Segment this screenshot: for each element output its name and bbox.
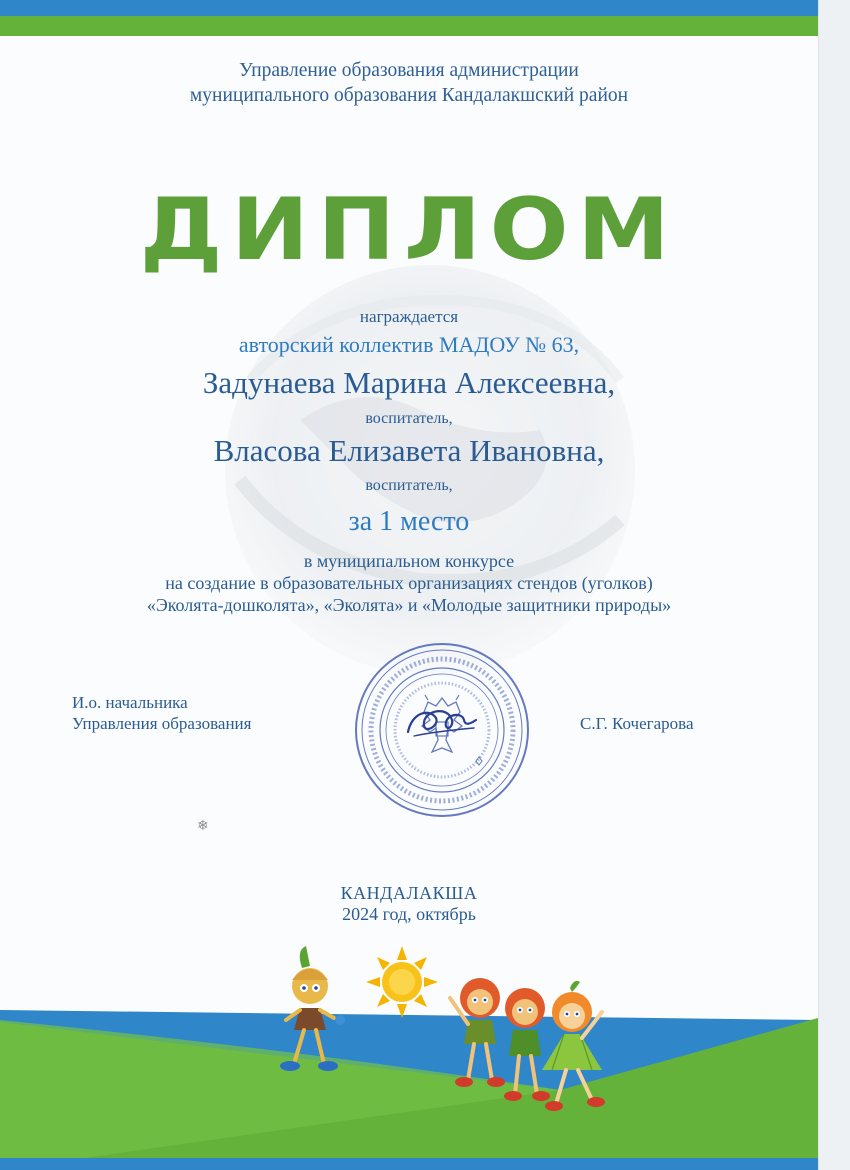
contest-line-3: «Эколята-дошколята», «Эколята» и «Молодые защитники природы» [146, 595, 672, 615]
diploma-title: ДИПЛОМ [139, 180, 679, 280]
signatory-position-line-1: И.о. начальника [72, 693, 188, 712]
issuer-header [0, 58, 818, 108]
award-place: за 1 место [348, 506, 470, 537]
issuer-line-1: Управление образования администрации [239, 60, 579, 81]
awardee-name-1: Задунаева Марина Алексеевна, [202, 365, 616, 400]
awardee-role-1: воспитатель, [365, 410, 453, 427]
awarded-collective: авторский коллектив МАДОУ № 63, [238, 332, 580, 357]
contest-line-2: на создание в образовательных организациях стендов (уголков) [165, 573, 653, 593]
snowflake-icon: ❄ [197, 819, 209, 834]
signatory-position-line-2: Управления образования [72, 714, 252, 733]
awardee-name-2: Власова Елизавета Ивановна, [213, 433, 605, 468]
landscape-illustration [0, 940, 818, 1170]
sun-icon [366, 946, 438, 1018]
footer-date: 2024 год, октябрь [342, 904, 476, 924]
awarded-intro: награждается [359, 307, 459, 326]
footer-city: КАНДАЛАКША [340, 883, 478, 903]
official-seal-icon [352, 640, 532, 820]
contest-line-1: в муниципальном конкурсе [303, 551, 515, 571]
issuer-line-2: муниципального образования Кандалакшский район [189, 85, 629, 106]
scan-margin [818, 0, 850, 1170]
awardee-role-2: воспитатель, [365, 477, 453, 494]
signature-icon [408, 711, 476, 736]
contest-description [0, 550, 818, 616]
signatory-position [72, 692, 251, 734]
signatory-name: С.Г. Кочегарова [580, 714, 694, 733]
